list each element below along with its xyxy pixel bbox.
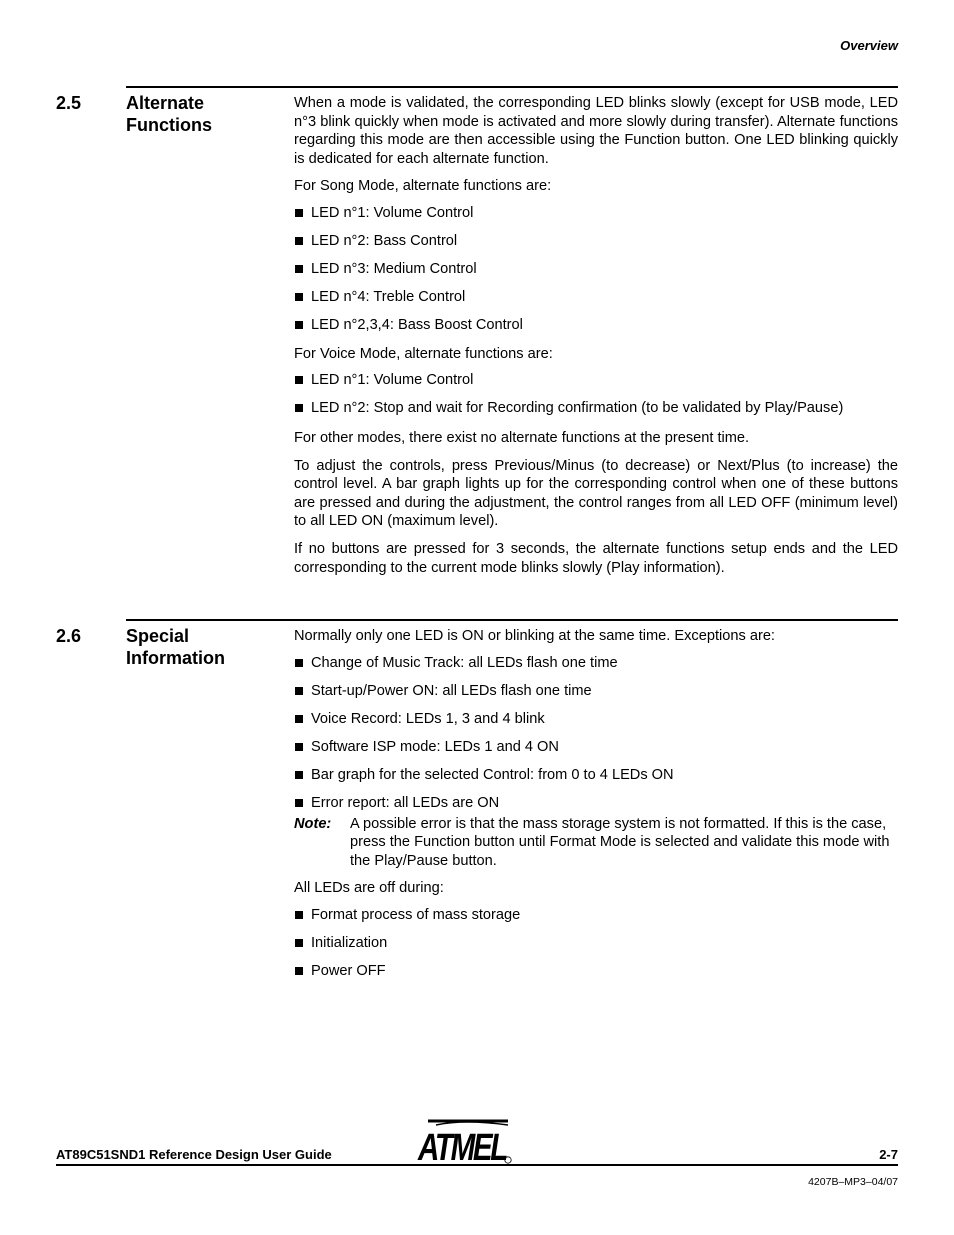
section-title — [126, 625, 225, 669]
bullet-square-icon — [295, 659, 303, 667]
section-title-line: Functions — [126, 115, 212, 135]
list-item-text: Initialization — [311, 934, 388, 951]
song-list — [294, 204, 898, 335]
list-item-text: LED n°4: Treble Control — [311, 288, 466, 305]
list-item-text: Bar graph for the selected Control: from 0 to 4 LEDs ON — [311, 767, 674, 783]
bullet-square-icon — [295, 209, 303, 217]
list-item — [294, 794, 898, 813]
list-item — [294, 288, 898, 307]
paragraph: To adjust the controls, press Previous/Minus (to decrease) or Next/Plus (to increase) the control level. A bar graph lights up for the corresponding control when one of these buttons are pressed and during the adjustment, the control ranges from all LED OFF (minimum level) to all LED ON (maximum level). — [294, 457, 898, 529]
list-item-text: LED n°2: Stop and wait for Recording confirmation (to be validated by Play/Pause) — [311, 400, 844, 416]
logo-wordmark: ATMEL — [417, 1127, 507, 1169]
bullet-square-icon — [295, 967, 303, 975]
atmel-logo-icon — [414, 1117, 514, 1169]
list-item-text: Voice Record: LEDs 1, 3 and 4 blink — [311, 711, 545, 727]
section-rule — [126, 619, 898, 621]
section-body — [294, 627, 898, 980]
footer-rule — [56, 1164, 898, 1166]
list-item-text: LED n°1: Volume Control — [311, 372, 474, 388]
section-title-line: Information — [126, 648, 225, 668]
bullet-square-icon — [295, 293, 303, 301]
paragraph: For Song Mode, alternate functions are: — [294, 178, 552, 194]
voice-list — [294, 371, 898, 418]
list-item — [294, 738, 898, 757]
list-item-text: LED n°1: Volume Control — [311, 204, 474, 221]
bullet-square-icon — [295, 687, 303, 695]
note — [294, 815, 898, 871]
section-body — [294, 94, 898, 577]
bullet-square-icon — [295, 799, 303, 807]
note-label: Note: — [294, 815, 332, 832]
list-item-text: Software ISP mode: LEDs 1 and 4 ON — [311, 739, 559, 755]
bullet-square-icon — [295, 404, 303, 412]
paragraph: If no buttons are pressed for 3 seconds, the alternate functions setup ends and the LED corresponding to the current mode blinks slowly (Play information). — [294, 541, 898, 576]
section-title — [126, 92, 212, 136]
paragraph: For other modes, there exist no alternate functions at the present time. — [294, 429, 750, 446]
note-text: A possible error is that the mass storage system is not formatted. If this is the case, press the Function button until Format Mode is selected and validate this mode with the Play/Pause button. — [350, 815, 890, 869]
paragraph: All LEDs are off during: — [294, 879, 444, 896]
list-item — [294, 682, 898, 701]
bullet-square-icon — [295, 715, 303, 723]
list-item — [294, 710, 898, 729]
list-item — [294, 204, 898, 223]
section-title-line: Special — [126, 626, 190, 646]
list-item — [294, 934, 898, 953]
running-header: Overview — [840, 38, 898, 53]
paragraph: Normally only one LED is ON or blinking at the same time. Exceptions are: — [294, 628, 775, 644]
list-item — [294, 654, 898, 673]
section-title-line: Alternate — [126, 93, 205, 113]
list-item — [294, 260, 898, 279]
page-number: 2-7 — [879, 1147, 898, 1162]
list-item-text: Change of Music Track: all LEDs flash one time — [311, 655, 618, 671]
bullet-square-icon — [295, 939, 303, 947]
paragraph: When a mode is validated, the corresponding LED blinks slowly (except for USB mode, LED n°3 blink quickly when mode is activated and more slowly during transfer). Alternate functions regarding this mode are then accessible using the Function button. One LED blinking quickly is dedicated for each alternate function. — [294, 95, 898, 167]
bullet-square-icon — [295, 237, 303, 245]
list-item — [294, 371, 898, 390]
bullet-square-icon — [295, 911, 303, 919]
list-item — [294, 906, 898, 925]
bullet-square-icon — [295, 376, 303, 384]
section-rule — [126, 86, 898, 88]
doc-code: 4207B–MP3–04/07 — [808, 1176, 898, 1188]
list-item — [294, 232, 898, 251]
bullet-square-icon — [295, 265, 303, 273]
list-item-text: Format process of mass storage — [311, 906, 521, 923]
list-item-text: LED n°3: Medium Control — [311, 260, 477, 277]
list-item-text: LED n°2,3,4: Bass Boost Control — [311, 316, 523, 333]
bullet-square-icon — [295, 771, 303, 779]
exceptions-list — [294, 654, 898, 813]
list-item-text: LED n°2: Bass Control — [311, 232, 458, 249]
section-number: 2.5 — [56, 93, 82, 113]
list-item-text: Power OFF — [311, 962, 386, 979]
bullet-square-icon — [295, 321, 303, 329]
list-item-text: Start-up/Power ON: all LEDs flash one time — [311, 683, 592, 699]
list-item-text: Error report: all LEDs are ON — [311, 795, 500, 811]
list-item — [294, 316, 898, 335]
section-number: 2.6 — [56, 626, 82, 646]
bullet-square-icon — [295, 743, 303, 751]
off-list — [294, 906, 898, 981]
list-item — [294, 962, 898, 981]
list-item — [294, 766, 898, 785]
footer-doc-title: AT89C51SND1 Reference Design User Guide — [56, 1147, 332, 1162]
list-item — [294, 399, 898, 418]
paragraph: For Voice Mode, alternate functions are: — [294, 346, 553, 362]
